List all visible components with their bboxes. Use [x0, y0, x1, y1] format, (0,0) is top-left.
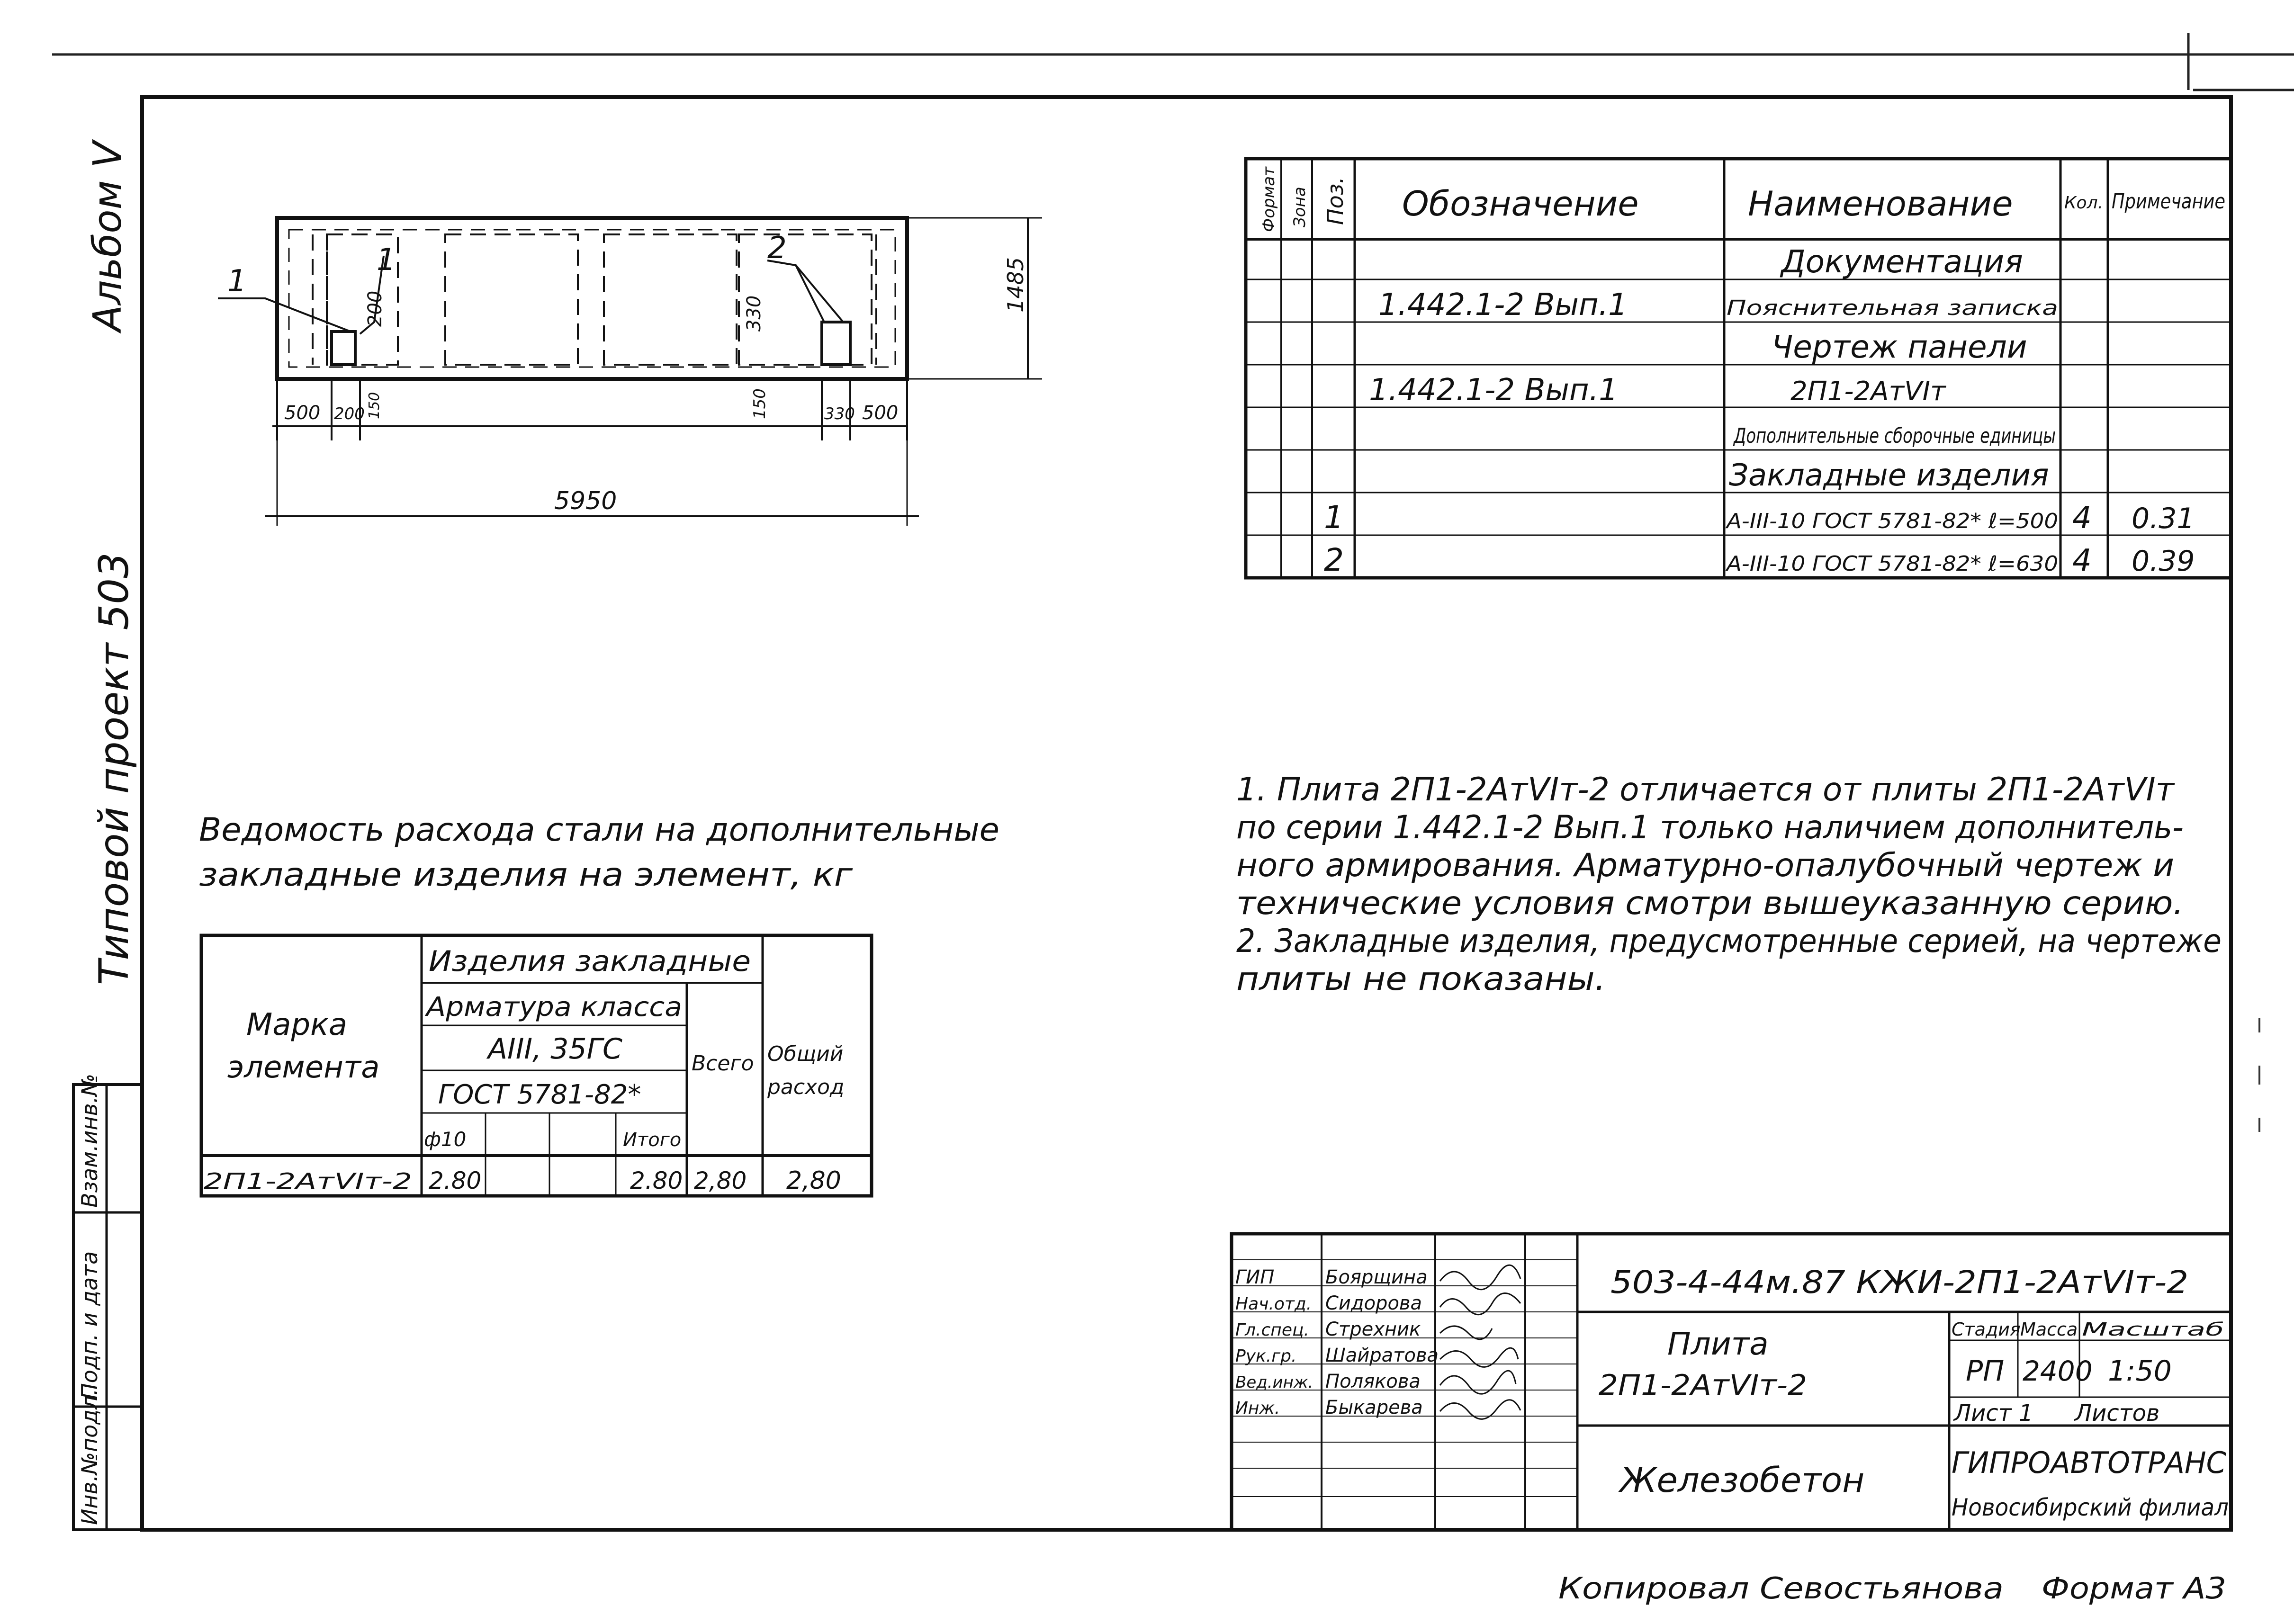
stamp-sign-date: Подп. и дата [77, 1251, 102, 1400]
dim-200: 200 [334, 404, 365, 423]
spec-r6-name: А-III-10 ГОСТ 5781-82* ℓ=500 [1725, 509, 2058, 533]
tb-code: 503-4-44м.87 КЖИ-2П1-2АтVIт-2 [1610, 1264, 2188, 1301]
steel-class: АIII, 35ГС [488, 1032, 622, 1066]
spec-r2-name: Чертеж панели [1772, 329, 2027, 365]
spec-h-zone: Зона [1290, 187, 1309, 227]
steel-row-mark: 2П1-2АтVIт-2 [204, 1168, 412, 1194]
tb-mass: 2400 [2023, 1355, 2093, 1387]
steel-col-itogo: Итого [623, 1129, 682, 1151]
project-label: Типовой проект 503 [90, 552, 138, 985]
spec-h-qty: Кол. [2064, 193, 2104, 213]
tb-name-0: Боярщина [1325, 1266, 1428, 1288]
tb-role-0: ГИП [1235, 1266, 1275, 1288]
steel-row-obsh: 2,80 [786, 1166, 841, 1195]
stamp-replace: Взам.инв.№ [77, 1073, 102, 1208]
spec-r1-name: Пояснительная записка [1727, 296, 2058, 320]
steel-mark-header-2: элемента [227, 1050, 380, 1085]
leader-1b-label: 1 [377, 242, 396, 278]
steel-row-d10: 2.80 [429, 1167, 482, 1194]
spec-r6-pos: 1 [1324, 499, 1344, 536]
tb-mass-label: Масса [2020, 1319, 2078, 1340]
tb-sheets: Листов [2075, 1400, 2160, 1427]
steel-col-d10: ф10 [424, 1128, 467, 1151]
note-line-6: плиты не показаны. [1236, 960, 1606, 998]
stamp-invno: Инв.№подл. [77, 1388, 102, 1525]
dim-330: 330 [824, 404, 855, 423]
tb-stage-label: Стадия [1952, 1319, 2021, 1340]
tb-name-4: Полякова [1325, 1371, 1421, 1392]
leader-1-label: 1 [227, 264, 247, 299]
dim-height: 1485 [1003, 257, 1028, 313]
spec-r3-name: 2П1-2АтVIт [1790, 376, 1946, 407]
dim-total-length: 5950 [554, 487, 617, 515]
steel-row-itogo: 2.80 [630, 1167, 683, 1194]
dim-150a: 150 [366, 392, 383, 419]
footer-copied: Копировал Севостьянова [1558, 1571, 2004, 1606]
tb-stage: РП [1966, 1355, 2005, 1388]
notes-block [1236, 771, 2222, 998]
tb-product-1: Плита [1667, 1326, 1769, 1362]
dim-left-500: 500 [284, 402, 321, 424]
spec-r4-name: Дополнительные сборочные единицы [1733, 424, 2056, 448]
dim-150b: 150 [750, 388, 769, 419]
note-line-3: ного армирования. Арматурно-опалубочный чертеж и [1236, 847, 2174, 884]
tb-org-1: ГИПРОАВТОТРАНС [1952, 1445, 2227, 1480]
steel-title-1: Ведомость расхода стали на дополнительные [199, 811, 999, 849]
plan-view [218, 218, 1042, 526]
note-line-5: 2. Закладные изделия, предусмотренные серией, на чертеже [1236, 923, 2222, 960]
spec-h-pos: Поз. [1322, 177, 1348, 225]
rib-lines [313, 234, 876, 365]
tb-role-1: Нач.отд. [1235, 1294, 1312, 1314]
spec-r1-designation: 1.442.1-2 Вып.1 [1378, 287, 1628, 323]
steel-mark-header-1: Марка [246, 1007, 347, 1042]
note-line-1: 1. Плита 2П1-2АтVIт-2 отличается от плиты 2П1-2АтVIт [1236, 771, 2176, 808]
album-label: Альбом V [85, 141, 130, 332]
spec-h-format: Формат [1259, 167, 1278, 232]
tb-role-5: Инж. [1235, 1399, 1280, 1418]
tb-org-2: Новосибирский филиал [1952, 1494, 2229, 1521]
steel-title-2: закладные изделия на элемент, кг [199, 856, 854, 894]
tb-role-2: Гл.спец. [1235, 1320, 1309, 1340]
steel-row-vsego: 2,80 [694, 1167, 747, 1194]
spec-r7-pos: 2 [1324, 542, 1344, 578]
tb-name-2: Стрехник [1325, 1319, 1421, 1340]
embed-part-2 [822, 322, 850, 365]
spec-r6-qty: 4 [2072, 501, 2092, 536]
tb-scale: 1:50 [2108, 1355, 2172, 1388]
steel-col-all: Всего [692, 1051, 754, 1076]
leader-2-label: 2 [767, 231, 787, 266]
tb-scale-label: Масштаб [2082, 1319, 2224, 1340]
spec-r0-name: Документация [1781, 243, 2023, 280]
spec-r7-name: А-III-10 ГОСТ 5781-82* ℓ=630 [1725, 552, 2058, 576]
tb-role-3: Рук.гр. [1235, 1346, 1297, 1366]
spec-r7-note: 0.39 [2132, 545, 2195, 578]
steel-col-general-1: Общий [767, 1042, 844, 1066]
leader-1 [218, 298, 351, 332]
spec-r5-name: Закладные изделия [1729, 458, 2049, 493]
spec-r7-qty: 4 [2072, 543, 2092, 578]
tb-name-1: Сидорова [1325, 1292, 1422, 1314]
spec-h-note: Примечание [2112, 189, 2225, 214]
tb-sheet: Лист 1 [1954, 1400, 2033, 1427]
signatures [1440, 1265, 1520, 1419]
steel-col-general-2: расход [767, 1075, 845, 1099]
spec-r3-designation: 1.442.1-2 Вып.1 [1369, 373, 1618, 408]
note-line-2: по серии 1.442.1-2 Вып.1 только наличием дополнитель- [1236, 809, 2184, 846]
leader-2 [767, 260, 824, 322]
steel-sub-header: Арматура класса [424, 992, 682, 1023]
tb-name-3: Шайратова [1325, 1345, 1439, 1366]
embed-part-1 [332, 332, 355, 365]
dim-200-vert: 200 [364, 290, 386, 327]
left-stamp [73, 1074, 142, 1530]
footer-format: Формат А3 [2042, 1571, 2226, 1606]
steel-group-header: Изделия закладные [429, 945, 751, 978]
dim-right-500: 500 [862, 402, 899, 424]
spec-h-designation: Обозначение [1402, 184, 1639, 224]
tb-material: Железобетон [1620, 1460, 1865, 1500]
spec-h-name: Наименование [1748, 184, 2013, 224]
tb-name-5: Быкарева [1325, 1397, 1423, 1418]
dim-330-vert: 330 [743, 295, 765, 332]
tb-role-4: Вед.инж. [1235, 1373, 1313, 1392]
note-line-4: технические условия смотри вышеуказанную серию. [1236, 885, 2184, 922]
spec-r6-note: 0.31 [2132, 502, 2195, 535]
tb-product-2: 2П1-2АтVIт-2 [1599, 1369, 1807, 1402]
steel-gost: ГОСТ 5781-82* [438, 1079, 641, 1110]
